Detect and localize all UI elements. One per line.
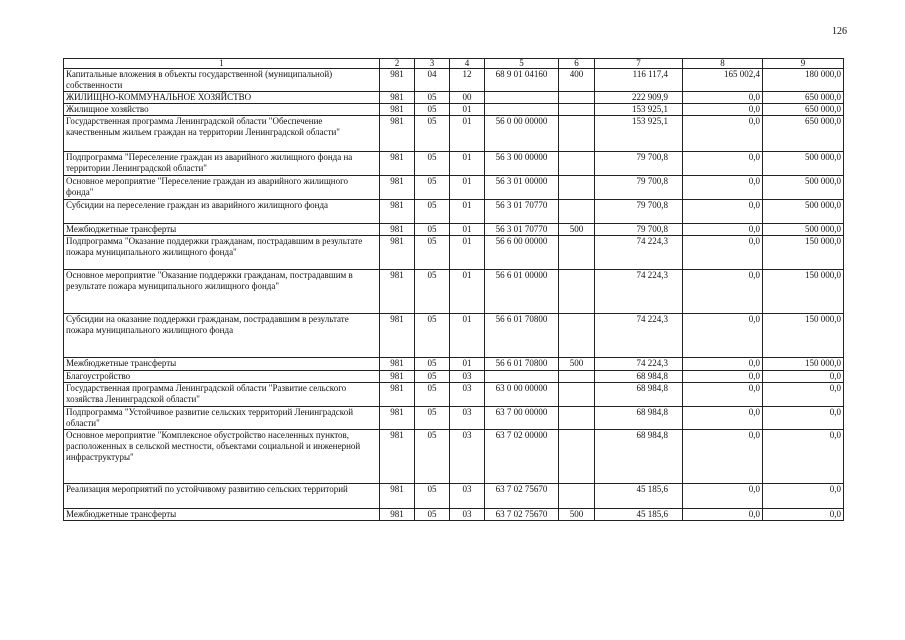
cell-amount: 79 700,8 — [595, 224, 683, 236]
cell-code: 981 — [380, 407, 415, 430]
column-header: 5 — [485, 59, 559, 69]
cell-expense-type — [559, 92, 595, 104]
cell-expense-type: 500 — [559, 509, 595, 521]
cell-code: 981 — [380, 484, 415, 509]
cell-amount: 68 984,8 — [595, 383, 683, 407]
table-row — [64, 116, 844, 152]
cell-code: 981 — [380, 383, 415, 407]
header-row — [64, 59, 844, 69]
row-description: Реализация мероприятий по устойчивому развитию сельских территорий — [64, 484, 380, 509]
cell-amount: 79 700,8 — [595, 200, 683, 224]
cell-code: 05 — [415, 430, 450, 484]
cell-code: 05 — [415, 152, 450, 176]
cell-code: 05 — [415, 116, 450, 152]
cell-code: 01 — [450, 270, 485, 314]
cell-code: 981 — [380, 430, 415, 484]
table-row — [64, 236, 844, 270]
cell-amount: 153 925,1 — [595, 104, 683, 116]
cell-code: 03 — [450, 371, 485, 383]
table-row — [64, 92, 844, 104]
row-description: Основное мероприятие "Комплексное обустройство населенных пунктов, расположенных в сельской местности, объектами социальной и инженерной инфраструктуры" — [64, 430, 380, 484]
cell-target-code — [485, 92, 559, 104]
cell-target-code: 56 6 01 70800 — [485, 314, 559, 358]
cell-code: 03 — [450, 430, 485, 484]
table-row — [64, 430, 844, 484]
cell-code: 05 — [415, 236, 450, 270]
cell-code: 981 — [380, 69, 415, 92]
table-row — [64, 484, 844, 509]
cell-code: 03 — [450, 407, 485, 430]
cell-code: 05 — [415, 484, 450, 509]
table-row — [64, 69, 844, 92]
cell-amount: 74 224,3 — [595, 358, 683, 371]
cell-code: 981 — [380, 200, 415, 224]
cell-amount: 68 984,8 — [595, 371, 683, 383]
cell-amount: 500 000,0 — [763, 224, 844, 236]
table-row — [64, 270, 844, 314]
cell-expense-type — [559, 270, 595, 314]
column-header: 3 — [415, 59, 450, 69]
cell-code: 12 — [450, 69, 485, 92]
cell-target-code: 68 9 01 04160 — [485, 69, 559, 92]
cell-amount: 180 000,0 — [763, 69, 844, 92]
cell-amount: 153 925,1 — [595, 116, 683, 152]
cell-amount: 0,0 — [763, 509, 844, 521]
row-description: Подпрограмма "Устойчивое развитие сельских территорий Ленинградской области" — [64, 407, 380, 430]
cell-amount: 650 000,0 — [763, 116, 844, 152]
column-header: 8 — [683, 59, 763, 69]
cell-code: 05 — [415, 371, 450, 383]
cell-code: 04 — [415, 69, 450, 92]
cell-code: 00 — [450, 92, 485, 104]
column-header: 4 — [450, 59, 485, 69]
table-row — [64, 314, 844, 358]
cell-code: 01 — [450, 224, 485, 236]
table-row — [64, 509, 844, 521]
table-row — [64, 104, 844, 116]
cell-expense-type — [559, 116, 595, 152]
column-header: 1 — [64, 59, 380, 69]
cell-amount: 0,0 — [763, 430, 844, 484]
cell-amount: 165 002,4 — [683, 69, 763, 92]
cell-target-code: 56 6 00 00000 — [485, 236, 559, 270]
cell-code: 01 — [450, 200, 485, 224]
cell-amount: 0,0 — [683, 383, 763, 407]
table-row — [64, 407, 844, 430]
cell-amount: 650 000,0 — [763, 92, 844, 104]
cell-code: 05 — [415, 176, 450, 200]
cell-target-code: 56 6 01 00000 — [485, 270, 559, 314]
cell-expense-type: 500 — [559, 224, 595, 236]
cell-amount: 150 000,0 — [763, 358, 844, 371]
cell-amount: 0,0 — [763, 407, 844, 430]
cell-target-code: 63 7 00 00000 — [485, 407, 559, 430]
cell-amount: 0,0 — [683, 116, 763, 152]
cell-expense-type — [559, 430, 595, 484]
row-description: Подпрограмма "Переселение граждан из аварийного жилищного фонда на территории Ленинградской области" — [64, 152, 380, 176]
cell-amount: 0,0 — [683, 371, 763, 383]
cell-code: 05 — [415, 270, 450, 314]
cell-code: 05 — [415, 509, 450, 521]
cell-code: 05 — [415, 200, 450, 224]
cell-expense-type: 400 — [559, 69, 595, 92]
cell-expense-type — [559, 176, 595, 200]
cell-amount: 0,0 — [683, 509, 763, 521]
table-row — [64, 371, 844, 383]
budget-table — [63, 58, 844, 521]
cell-code: 05 — [415, 383, 450, 407]
cell-amount: 0,0 — [683, 314, 763, 358]
table-row — [64, 152, 844, 176]
cell-target-code: 63 7 02 75670 — [485, 509, 559, 521]
page-number: 126 — [832, 26, 847, 37]
cell-amount: 0,0 — [683, 358, 763, 371]
table-row — [64, 176, 844, 200]
cell-target-code — [485, 104, 559, 116]
cell-amount: 0,0 — [683, 224, 763, 236]
cell-code: 981 — [380, 236, 415, 270]
row-description: Межбюджетные трансферты — [64, 358, 380, 371]
cell-code: 01 — [450, 176, 485, 200]
cell-code: 05 — [415, 104, 450, 116]
cell-amount: 150 000,0 — [763, 314, 844, 358]
cell-amount: 0,0 — [683, 200, 763, 224]
cell-amount: 45 185,6 — [595, 509, 683, 521]
cell-target-code: 56 3 01 00000 — [485, 176, 559, 200]
cell-amount: 500 000,0 — [763, 176, 844, 200]
row-description: Межбюджетные трансферты — [64, 224, 380, 236]
row-description: Основное мероприятие "Оказание поддержки гражданам, пострадавшим в результате пожара муниципального жилищного фонда" — [64, 270, 380, 314]
cell-amount: 0,0 — [683, 407, 763, 430]
cell-code: 981 — [380, 509, 415, 521]
row-description: Государственная программа Ленинградской области "Развитие сельского хозяйства Ленинградской области" — [64, 383, 380, 407]
row-description: Подпрограмма "Оказание поддержки гражданам, пострадавшим в результате пожара муниципального жилищного фонда" — [64, 236, 380, 270]
cell-code: 981 — [380, 104, 415, 116]
cell-code: 01 — [450, 314, 485, 358]
cell-code: 03 — [450, 509, 485, 521]
cell-code: 981 — [380, 358, 415, 371]
cell-amount: 79 700,8 — [595, 152, 683, 176]
table-row — [64, 224, 844, 236]
column-header: 2 — [380, 59, 415, 69]
cell-target-code: 56 6 01 70800 — [485, 358, 559, 371]
cell-expense-type — [559, 383, 595, 407]
row-description: Капитальные вложения в объекты государственной (муниципальной) собственности — [64, 69, 380, 92]
cell-expense-type — [559, 200, 595, 224]
cell-expense-type — [559, 104, 595, 116]
cell-expense-type — [559, 484, 595, 509]
cell-target-code: 63 7 02 00000 — [485, 430, 559, 484]
cell-amount: 0,0 — [683, 270, 763, 314]
cell-amount: 74 224,3 — [595, 314, 683, 358]
cell-code: 05 — [415, 358, 450, 371]
cell-amount: 45 185,6 — [595, 484, 683, 509]
cell-amount: 0,0 — [763, 383, 844, 407]
table-body — [64, 69, 844, 521]
cell-target-code: 56 3 01 70770 — [485, 224, 559, 236]
cell-code: 981 — [380, 314, 415, 358]
cell-amount: 68 984,8 — [595, 407, 683, 430]
row-description: Государственная программа Ленинградской области "Обеспечение качественным жильем граждан на территории Ленинградской области" — [64, 116, 380, 152]
cell-amount: 79 700,8 — [595, 176, 683, 200]
cell-code: 981 — [380, 176, 415, 200]
cell-target-code: 56 3 00 00000 — [485, 152, 559, 176]
row-description: ЖИЛИЩНО-КОММУНАЛЬНОЕ ХОЗЯЙСТВО — [64, 92, 380, 104]
cell-expense-type: 500 — [559, 358, 595, 371]
cell-target-code — [485, 371, 559, 383]
cell-code: 05 — [415, 224, 450, 236]
cell-target-code: 63 7 02 75670 — [485, 484, 559, 509]
cell-code: 01 — [450, 236, 485, 270]
cell-code: 981 — [380, 224, 415, 236]
cell-code: 05 — [415, 407, 450, 430]
cell-amount: 500 000,0 — [763, 152, 844, 176]
cell-amount: 74 224,3 — [595, 236, 683, 270]
column-header: 7 — [595, 59, 683, 69]
cell-code: 981 — [380, 270, 415, 314]
cell-code: 01 — [450, 152, 485, 176]
cell-amount: 0,0 — [763, 371, 844, 383]
cell-expense-type — [559, 236, 595, 270]
table-row — [64, 358, 844, 371]
cell-target-code: 56 3 01 70770 — [485, 200, 559, 224]
cell-amount: 222 909,9 — [595, 92, 683, 104]
cell-code: 05 — [415, 314, 450, 358]
cell-amount: 116 117,4 — [595, 69, 683, 92]
cell-expense-type — [559, 407, 595, 430]
cell-amount: 650 000,0 — [763, 104, 844, 116]
cell-code: 03 — [450, 484, 485, 509]
cell-amount: 0,0 — [763, 484, 844, 509]
cell-amount: 150 000,0 — [763, 270, 844, 314]
cell-code: 01 — [450, 116, 485, 152]
cell-amount: 0,0 — [683, 484, 763, 509]
cell-expense-type — [559, 152, 595, 176]
cell-amount: 0,0 — [683, 176, 763, 200]
cell-code: 981 — [380, 92, 415, 104]
cell-target-code: 56 0 00 00000 — [485, 116, 559, 152]
cell-amount: 0,0 — [683, 430, 763, 484]
table-row — [64, 383, 844, 407]
cell-code: 05 — [415, 92, 450, 104]
row-description: Межбюджетные трансферты — [64, 509, 380, 521]
column-header: 6 — [559, 59, 595, 69]
cell-amount: 0,0 — [683, 92, 763, 104]
row-description: Субсидии на оказание поддержки гражданам, пострадавшим в результате пожара муниципального жилищного фонда — [64, 314, 380, 358]
cell-expense-type — [559, 371, 595, 383]
cell-code: 981 — [380, 371, 415, 383]
cell-code: 03 — [450, 383, 485, 407]
cell-amount: 68 984,8 — [595, 430, 683, 484]
cell-expense-type — [559, 314, 595, 358]
cell-amount: 150 000,0 — [763, 236, 844, 270]
row-description: Жилищное хозяйство — [64, 104, 380, 116]
cell-code: 981 — [380, 152, 415, 176]
column-header: 9 — [763, 59, 844, 69]
cell-code: 01 — [450, 104, 485, 116]
cell-amount: 0,0 — [683, 152, 763, 176]
row-description: Субсидии на переселение граждан из аварийного жилищного фонда — [64, 200, 380, 224]
cell-amount: 500 000,0 — [763, 200, 844, 224]
row-description: Основное мероприятие "Переселение граждан из аварийного жилищного фонда" — [64, 176, 380, 200]
row-description: Благоустройство — [64, 371, 380, 383]
cell-amount: 0,0 — [683, 104, 763, 116]
cell-amount: 74 224,3 — [595, 270, 683, 314]
cell-target-code: 63 0 00 00000 — [485, 383, 559, 407]
cell-code: 981 — [380, 116, 415, 152]
cell-code: 01 — [450, 358, 485, 371]
cell-amount: 0,0 — [683, 236, 763, 270]
table-row — [64, 200, 844, 224]
